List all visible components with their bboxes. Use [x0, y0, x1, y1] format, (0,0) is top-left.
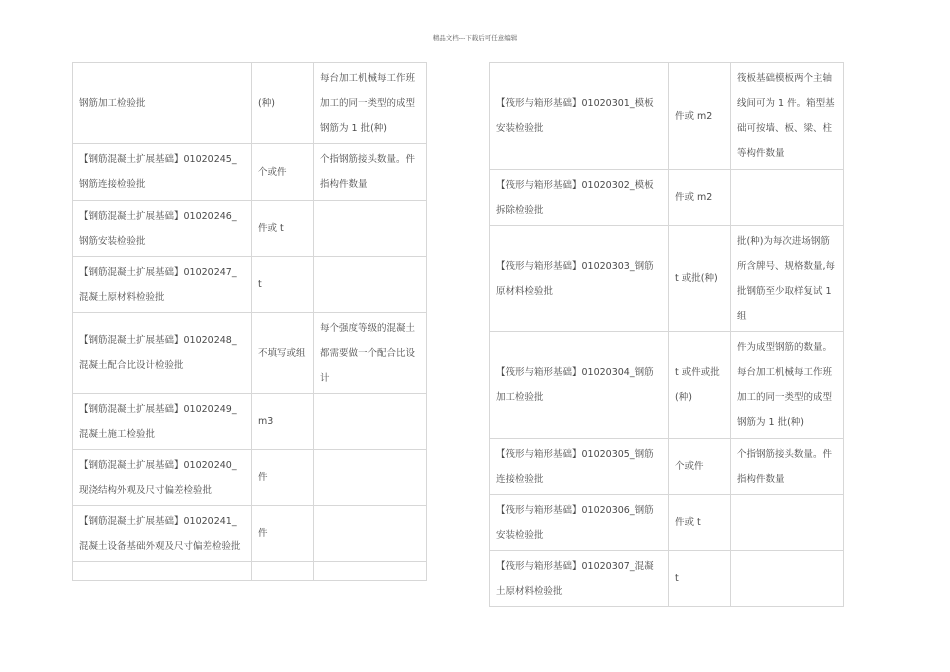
batch-name-cell: 【筏形与箱形基础】01020302_模板拆除检验批 [490, 170, 669, 226]
page-header: 精品文档---下载后可任意编辑 [432, 34, 518, 42]
note-cell: 筏板基础模板两个主轴线间可为 1 件。箱型基础可按墙、板、梁、柱等构件数量 [731, 63, 844, 170]
unit-cell: 件或 t [252, 201, 314, 257]
unit-cell: 不填写或组 [252, 313, 314, 394]
table-row [490, 63, 844, 170]
note-cell [314, 506, 427, 562]
batch-name-cell: 【钢筋混凝土扩展基础】01020247_混凝土原材料检验批 [73, 257, 252, 313]
note-cell [731, 170, 844, 226]
batch-name-cell: 【筏形与箱形基础】01020304_钢筋加工检验批 [490, 332, 669, 439]
note-cell [314, 201, 427, 257]
batch-name-cell: 【筏形与箱形基础】01020301_模板安装检验批 [490, 63, 669, 170]
note-cell: 个指钢筋接头数量。件指构件数量 [314, 144, 427, 201]
unit-cell: 个或件 [669, 439, 731, 495]
note-cell: 个指钢筋接头数量。件指构件数量 [731, 439, 844, 495]
note-cell [314, 562, 427, 581]
batch-name-cell: 【钢筋混凝土扩展基础】01020249_混凝土施工检验批 [73, 394, 252, 450]
unit-cell: t 或件或批(种) [669, 332, 731, 439]
unit-cell: 件或 m2 [669, 170, 731, 226]
table-row [490, 551, 844, 607]
note-cell: 每个强度等级的混凝土都需要做一个配合比设计 [314, 313, 427, 394]
table-row [73, 562, 427, 581]
note-cell [314, 257, 427, 313]
note-cell [314, 394, 427, 450]
batch-name-cell: 【钢筋混凝土扩展基础】01020248_混凝土配合比设计检验批 [73, 313, 252, 394]
batch-name-cell: 【钢筋混凝土扩展基础】01020246_钢筋安装检验批 [73, 201, 252, 257]
batch-name-cell [73, 562, 252, 581]
note-cell: 批(种)为每次进场钢筋所含牌号、规格数量,每批钢筋至少取样复试 1 组 [731, 226, 844, 332]
batch-name-cell: 【钢筋混凝土扩展基础】01020240_现浇结构外观及尺寸偏差检验批 [73, 450, 252, 506]
table-row [73, 450, 427, 506]
unit-cell: 件 [252, 506, 314, 562]
unit-cell: 个或件 [252, 144, 314, 201]
note-cell [731, 495, 844, 551]
note-cell: 件为成型钢筋的数量。每台加工机械每工作班加工的同一类型的成型钢筋为 1 批(种) [731, 332, 844, 439]
unit-cell: 件或 m2 [669, 63, 731, 170]
batch-name-cell: 【筏形与箱形基础】01020305_钢筋连接检验批 [490, 439, 669, 495]
batch-name-cell: 钢筋加工检验批 [73, 63, 252, 144]
table-row [73, 201, 427, 257]
note-cell [314, 450, 427, 506]
unit-cell: 件 [252, 450, 314, 506]
unit-cell: t 或批(种) [669, 226, 731, 332]
unit-cell: t [252, 257, 314, 313]
note-cell: 每台加工机械每工作班加工的同一类型的成型钢筋为 1 批(种) [314, 63, 427, 144]
unit-cell: m3 [252, 394, 314, 450]
batch-name-cell: 【筏形与箱形基础】01020306_钢筋安装检验批 [490, 495, 669, 551]
table-row [73, 506, 427, 562]
table-row [73, 394, 427, 450]
batch-name-cell: 【筏形与箱形基础】01020303_钢筋原材料检验批 [490, 226, 669, 332]
batch-name-cell: 【筏形与箱形基础】01020307_混凝土原材料检验批 [490, 551, 669, 607]
left-inspection-table [72, 62, 427, 581]
right-inspection-table [489, 62, 844, 607]
unit-cell: (种) [252, 63, 314, 144]
table-row [490, 170, 844, 226]
table-row [73, 313, 427, 394]
table-row [73, 257, 427, 313]
batch-name-cell: 【钢筋混凝土扩展基础】01020245_钢筋连接检验批 [73, 144, 252, 201]
table-row [490, 439, 844, 495]
unit-cell [252, 562, 314, 581]
unit-cell: t [669, 551, 731, 607]
table-row [490, 332, 844, 439]
table-row [490, 495, 844, 551]
table-row [490, 226, 844, 332]
batch-name-cell: 【钢筋混凝土扩展基础】01020241_混凝土设备基础外观及尺寸偏差检验批 [73, 506, 252, 562]
note-cell [731, 551, 844, 607]
table-row [73, 144, 427, 201]
unit-cell: 件或 t [669, 495, 731, 551]
table-row [73, 63, 427, 144]
